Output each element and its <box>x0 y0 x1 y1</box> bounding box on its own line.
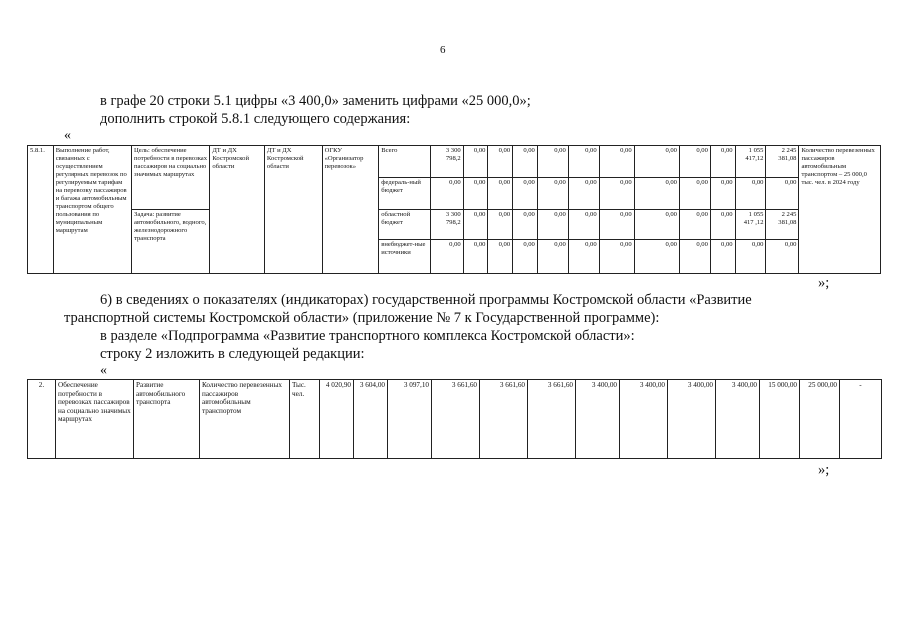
value-cell: 0,00 <box>463 178 488 210</box>
value-cell: 0,00 <box>634 240 679 274</box>
activity-name: Выполнение работ, связанных с осуществлением регулярных перевозок по регулируемым тарифам на перевозку пассажиров и багажа автомобильным транспортом общего пользования по муниципальным маршрутам <box>53 146 131 274</box>
value-cell: 0,00 <box>568 240 599 274</box>
value-cell: 0,00 <box>599 178 634 210</box>
value-cell-2024: 0,00 <box>766 240 799 274</box>
value-cell: 3 400,00 <box>716 380 760 459</box>
value-cell: 0,00 <box>599 146 634 178</box>
task-cell: Задача: развитие автомобильного, водного, железнодорожного транспорта <box>132 210 210 274</box>
value-cell: 0,00 <box>599 240 634 274</box>
value-cell: 0,00 <box>513 210 538 240</box>
value-cell: 0,00 <box>513 178 538 210</box>
total-cell: 0,00 <box>430 178 463 210</box>
source-label: Всего <box>379 146 431 178</box>
value-cell: 0,00 <box>488 146 513 178</box>
total-cell: 3 300 798,2 <box>430 146 463 178</box>
value-cell-2023: 0,00 <box>735 178 766 210</box>
table-row-2 <box>27 379 882 459</box>
value-cell: 0,00 <box>463 146 488 178</box>
task-cell: Развитие автомобильного транспорта <box>134 380 200 459</box>
value-cell: 0,00 <box>537 178 568 210</box>
open-quote-1: « <box>64 128 71 143</box>
paragraph-3-cont: транспортной системы Костромской области» (приложение № 7 к Государственной программе): <box>64 310 660 326</box>
value-cell: 3 400,00 <box>576 380 620 459</box>
value-cell: 0,00 <box>463 210 488 240</box>
value-cell: 0,00 <box>679 146 710 178</box>
goal-cell: Обеспечение потребности в перевозках пассажиров на социально значимых маршрутах <box>56 380 134 459</box>
paragraph-5: строку 2 изложить в следующей редакции: <box>100 346 365 362</box>
value-cell-2023: 1 055 417 ,12 <box>735 210 766 240</box>
value-cell: 3 661,60 <box>528 380 576 459</box>
row-number: 5.8.1. <box>28 146 54 274</box>
value-cell: 0,00 <box>634 146 679 178</box>
source-label: федераль-ный бюджет <box>379 178 431 210</box>
executor-2: ДТ и ДХ Костромской области <box>264 146 322 274</box>
value-cell: 0,00 <box>537 146 568 178</box>
value-cell-2024: 2 245 381,08 <box>766 210 799 240</box>
value-cell: 3 661,60 <box>432 380 480 459</box>
value-cell: 3 400,00 <box>620 380 668 459</box>
close-quote-2: »; <box>818 462 830 478</box>
value-cell: 0,00 <box>513 240 538 274</box>
paragraph-2: дополнить строкой 5.8.1 следующего содержания: <box>100 111 411 127</box>
value-cell: 25 000,00 <box>800 380 840 459</box>
value-cell: 0,00 <box>488 210 513 240</box>
value-cell: 3 097,10 <box>388 380 432 459</box>
value-cell: 0,00 <box>488 178 513 210</box>
value-cell-2024: 0,00 <box>766 178 799 210</box>
value-cell: 4 020,90 <box>320 380 354 459</box>
value-cell: 3 604,00 <box>354 380 388 459</box>
source-label: внебюджет-ные источники <box>379 240 431 274</box>
value-cell: 3 400,00 <box>668 380 716 459</box>
open-quote-2: « <box>100 363 107 378</box>
paragraph-4: в разделе «Подпрограмма «Развитие транспортного комплекса Костромской области»: <box>100 328 635 344</box>
executor-3: ОГКУ «Организатор перевозок» <box>322 146 379 274</box>
table-row-5-8-1 <box>27 145 881 274</box>
value-cell: 0,00 <box>710 146 735 178</box>
value-cell: 0,00 <box>710 240 735 274</box>
value-cell: 0,00 <box>463 240 488 274</box>
value-cell: 0,00 <box>513 146 538 178</box>
source-label: областной бюджет <box>379 210 431 240</box>
value-cell: 3 661,60 <box>480 380 528 459</box>
close-quote-1: »; <box>818 275 830 291</box>
value-cell: 0,00 <box>568 178 599 210</box>
value-cell: 0,00 <box>634 178 679 210</box>
value-cell-2023: 0,00 <box>735 240 766 274</box>
row-number: 2. <box>28 380 56 459</box>
value-cell: 0,00 <box>568 210 599 240</box>
value-cell: 0,00 <box>537 210 568 240</box>
value-cell: 0,00 <box>679 210 710 240</box>
value-cell: 0,00 <box>710 210 735 240</box>
executor-1: ДТ и ДХ Костромской области <box>210 146 265 274</box>
paragraph-1: в графе 20 строки 5.1 цифры «3 400,0» заменить цифрами «25 000,0»; <box>100 93 531 109</box>
value-cell-2024: 2 245 381,08 <box>766 146 799 178</box>
value-cell: - <box>840 380 882 459</box>
value-cell: 0,00 <box>488 240 513 274</box>
goal-cell: Цель: обеспечение потребности в перевозках пассажиров на социально значимых маршрутах <box>132 146 210 210</box>
value-cell: 15 000,00 <box>760 380 800 459</box>
unit-cell: Тыс. чел. <box>290 380 320 459</box>
value-cell: 0,00 <box>568 146 599 178</box>
page-number: 6 <box>440 44 446 56</box>
value-cell: 0,00 <box>537 240 568 274</box>
value-cell: 0,00 <box>599 210 634 240</box>
value-cell: 0,00 <box>679 178 710 210</box>
value-cell: 0,00 <box>634 210 679 240</box>
value-cell-2023: 1 055 417,12 <box>735 146 766 178</box>
value-cell: 0,00 <box>679 240 710 274</box>
expected-result: Количество перевезенных пассажиров автомобильным транспортом – 25 000,0 тыс. чел. в 2024 году <box>799 146 881 274</box>
value-cell: 0,00 <box>710 178 735 210</box>
indicator-cell: Количество перевезенных пассажиров автомобильным транспортом <box>200 380 290 459</box>
paragraph-3: 6) в сведениях о показателях (индикаторах) государственной программы Костромской области «Развитие <box>100 292 752 308</box>
total-cell: 0,00 <box>430 240 463 274</box>
total-cell: 3 300 798,2 <box>430 210 463 240</box>
